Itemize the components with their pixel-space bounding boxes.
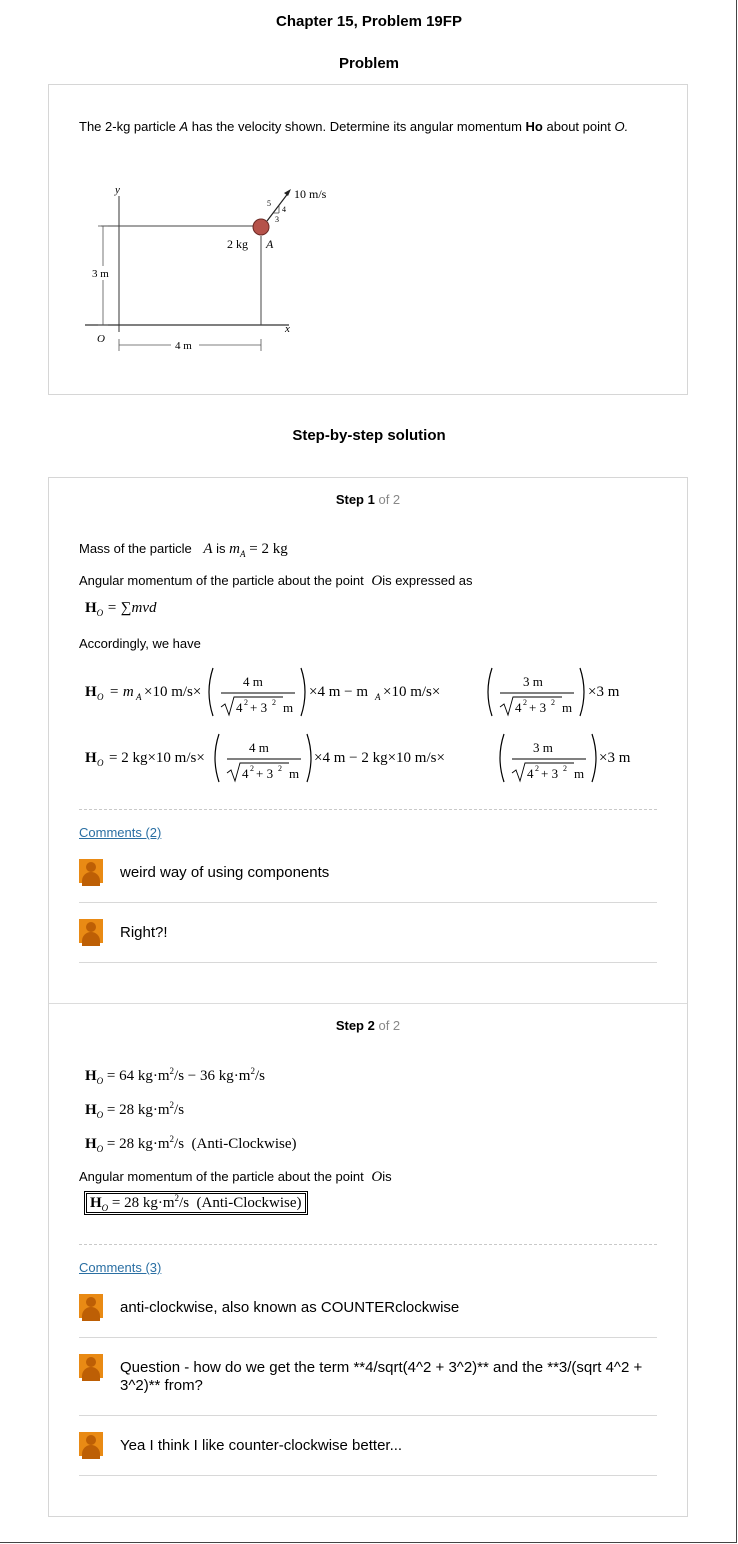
- line2-sup: 2: [169, 1100, 175, 1110]
- mass-var: A: [203, 541, 213, 557]
- comment-item: [79, 1294, 657, 1338]
- step-2-header: [49, 1018, 687, 1033]
- step-2-line-2: [85, 1100, 184, 1120]
- origin-label: O: [97, 333, 105, 345]
- eq1-paren2-left: [488, 668, 492, 716]
- line3-lhs: H: [85, 1136, 97, 1152]
- final-text-line: [79, 1169, 392, 1186]
- avatar-icon: [79, 919, 103, 943]
- step-2-line-3: [85, 1134, 297, 1154]
- problem-text-part: has the velocity shown. Determine its angular momentum: [188, 119, 526, 134]
- y-axis-label: y: [115, 184, 120, 196]
- mass-line: [79, 541, 288, 559]
- general-formula: [85, 600, 156, 618]
- problem-text-part: The 2-kg particle: [79, 119, 180, 134]
- step-1-separator: [79, 809, 657, 810]
- step-2-line-1: [85, 1066, 265, 1086]
- line2-c: /s: [174, 1102, 185, 1118]
- eq1-den1b: 2: [244, 698, 248, 707]
- mass-eq-val: = 2 kg: [249, 541, 288, 557]
- line2-a: = 28 kg·m: [106, 1102, 170, 1118]
- comment-text: Yea I think I like counter-clockwise better...: [120, 1437, 403, 1454]
- eq2-t3: ×3 m: [599, 750, 631, 766]
- eq2-t1: = 2 kg×10 m/s×: [109, 750, 205, 766]
- step-label: Step 2: [335, 1018, 375, 1033]
- solution-card: [48, 477, 688, 1517]
- page-title: Chapter 15, Problem 19FP: [276, 13, 462, 30]
- eq1-den1: 4: [236, 700, 243, 715]
- velocity-arrow-head: [284, 189, 291, 196]
- eq1-lhs: H: [85, 684, 97, 700]
- eq2-den2b: 2: [535, 764, 539, 773]
- eq1-t3: ×4 m − m: [309, 684, 369, 700]
- eq1-paren-right: [301, 668, 305, 716]
- particle-label: A: [266, 237, 274, 251]
- problem-figure: [79, 180, 327, 360]
- eq1-t1: = m: [109, 684, 134, 700]
- eq1-t2: ×10 m/s×: [144, 684, 202, 700]
- equation-1: [83, 662, 643, 722]
- solution-heading: Step-by-step solution: [292, 427, 446, 444]
- eq1-den2: 4: [515, 700, 522, 715]
- particle-a: [253, 219, 269, 235]
- final-answer-box: [84, 1191, 308, 1215]
- line3-sub: O: [96, 1144, 104, 1154]
- problem-text-var: A: [179, 119, 189, 134]
- eq1-den2b: 2: [523, 698, 527, 707]
- eq1-paren-left: [209, 668, 213, 716]
- slope-4-label: 4: [282, 205, 286, 214]
- eq2-paren2-left: [500, 734, 504, 782]
- slope-3-label: 3: [275, 215, 279, 224]
- eq1-t5: ×3 m: [588, 684, 620, 700]
- step-of-label: of 2: [378, 1018, 401, 1033]
- mass-text: Mass of the particle: [79, 541, 192, 556]
- eq2-den1d: 2: [278, 764, 282, 773]
- accordingly-text: Accordingly, we have: [79, 636, 201, 651]
- box-sub: O: [101, 1203, 109, 1213]
- slope-5-label: 5: [267, 199, 271, 208]
- line3-a: = 28 kg·m: [106, 1136, 170, 1152]
- eq1-t1-sub: A: [136, 692, 142, 702]
- formula-rhs: = ∑mvd: [106, 600, 157, 616]
- box-lhs: H: [90, 1195, 102, 1211]
- avatar-icon: [79, 859, 103, 883]
- eq1-lhs-sub: O: [97, 692, 104, 702]
- comment-item: [79, 859, 657, 903]
- eq2-num2: 3 m: [533, 740, 553, 755]
- line2-sub: O: [96, 1110, 104, 1120]
- eq2-t2: ×4 m − 2 kg×10 m/s×: [314, 750, 445, 766]
- final-text: Angular momentum of the particle about the point: [79, 1169, 364, 1184]
- mass-label: 2 kg: [227, 237, 248, 251]
- eq1-den2d: 2: [551, 698, 555, 707]
- step-label: Step 1: [335, 492, 375, 507]
- eq1-den1e: m: [283, 700, 294, 715]
- comment-text: Question - how do we get the term **4/sqrt(4^2 + 3^2)** and the **3/(sqrt 4^2 + 3^2)** from?: [120, 1359, 643, 1394]
- formula-h: H: [85, 600, 97, 616]
- formula-sub: O: [96, 608, 104, 618]
- answer-box: [84, 1191, 308, 1215]
- problem-statement: [79, 115, 664, 138]
- problem-text-bold: Ho: [525, 119, 543, 134]
- line1-a: = 64 kg·m: [106, 1068, 170, 1084]
- eq1-num2: 3 m: [523, 674, 543, 689]
- mass-eq-m: m: [229, 541, 240, 557]
- step-2-comments-link[interactable]: Comments (3): [79, 1260, 162, 1275]
- x-axis-label: x: [285, 323, 290, 335]
- eq2-paren-right: [307, 734, 311, 782]
- problem-card: [48, 84, 688, 395]
- eq1-den1c: + 3: [250, 700, 268, 715]
- eq2-den2: 4: [527, 766, 534, 781]
- problem-heading: Problem: [338, 55, 399, 72]
- height-label: 3 m: [92, 268, 109, 280]
- step-1-header: [49, 492, 687, 507]
- step-of-label: of 2: [378, 492, 401, 507]
- line1-sup2: 2: [250, 1066, 255, 1076]
- eq2-lhs: H: [85, 750, 97, 766]
- final-is: is: [382, 1169, 392, 1184]
- eq2-den2e: m: [574, 766, 585, 781]
- line3-sup: 2: [169, 1134, 175, 1144]
- step-divider: [49, 1003, 687, 1004]
- line1-lhs: H: [85, 1068, 97, 1084]
- mass-eq-sub: A: [240, 549, 246, 559]
- step-1-comments-link[interactable]: Comments (2): [79, 825, 162, 840]
- final-var: O: [371, 1169, 383, 1185]
- width-label: 4 m: [175, 340, 192, 352]
- comment-item: [79, 1354, 657, 1416]
- equation-2: [83, 728, 643, 788]
- angular-momentum-intro: [79, 573, 473, 590]
- eq1-den1d: 2: [272, 698, 276, 707]
- comment-item: [79, 919, 657, 963]
- box-c: /s (Anti-Clockwise): [179, 1195, 302, 1211]
- ang-var: O: [371, 573, 383, 589]
- comment-text: weird way of using components: [120, 864, 330, 881]
- line2-lhs: H: [85, 1102, 97, 1118]
- eq2-den1c: + 3: [256, 766, 274, 781]
- eq1-t3-sub: A: [375, 692, 381, 702]
- line1-sub: O: [96, 1076, 104, 1086]
- eq1-paren2-right: [580, 668, 584, 716]
- eq2-num1: 4 m: [249, 740, 269, 755]
- avatar-icon: [79, 1354, 103, 1378]
- eq2-lhs-sub: O: [97, 758, 104, 768]
- line1-sup: 2: [169, 1066, 175, 1076]
- eq1-num1: 4 m: [243, 674, 263, 689]
- line1-e: /s: [254, 1068, 265, 1084]
- mass-is: is: [216, 541, 226, 556]
- comment-text: anti-clockwise, also known as COUNTERclockwise: [120, 1299, 460, 1316]
- velocity-label: 10 m/s: [294, 187, 327, 201]
- problem-text-point: O.: [614, 119, 629, 134]
- box-sup: 2: [174, 1193, 180, 1203]
- eq2-den2d: 2: [563, 764, 567, 773]
- eq2-paren2-right: [592, 734, 596, 782]
- ang-text: Angular momentum of the particle about the point: [79, 573, 364, 588]
- avatar-icon: [79, 1432, 103, 1456]
- step-2-separator: [79, 1244, 657, 1245]
- eq2-den1: 4: [242, 766, 249, 781]
- eq2-den1e: m: [289, 766, 300, 781]
- line1-c: /s − 36 kg·m: [174, 1068, 251, 1084]
- eq2-paren-left: [215, 734, 219, 782]
- eq1-den2c: + 3: [529, 700, 547, 715]
- ang-text2: is expressed as: [382, 573, 473, 588]
- eq1-t4: ×10 m/s×: [383, 684, 441, 700]
- comment-item: [79, 1432, 657, 1476]
- eq1-den2e: m: [562, 700, 573, 715]
- comment-text: Right?!: [120, 924, 168, 941]
- line3-c: /s (Anti-Clockwise): [174, 1136, 297, 1152]
- eq2-den1b: 2: [250, 764, 254, 773]
- avatar-icon: [79, 1294, 103, 1318]
- problem-text-part: about point: [542, 119, 615, 134]
- box-a: = 28 kg·m: [111, 1195, 175, 1211]
- eq2-den2c: + 3: [541, 766, 559, 781]
